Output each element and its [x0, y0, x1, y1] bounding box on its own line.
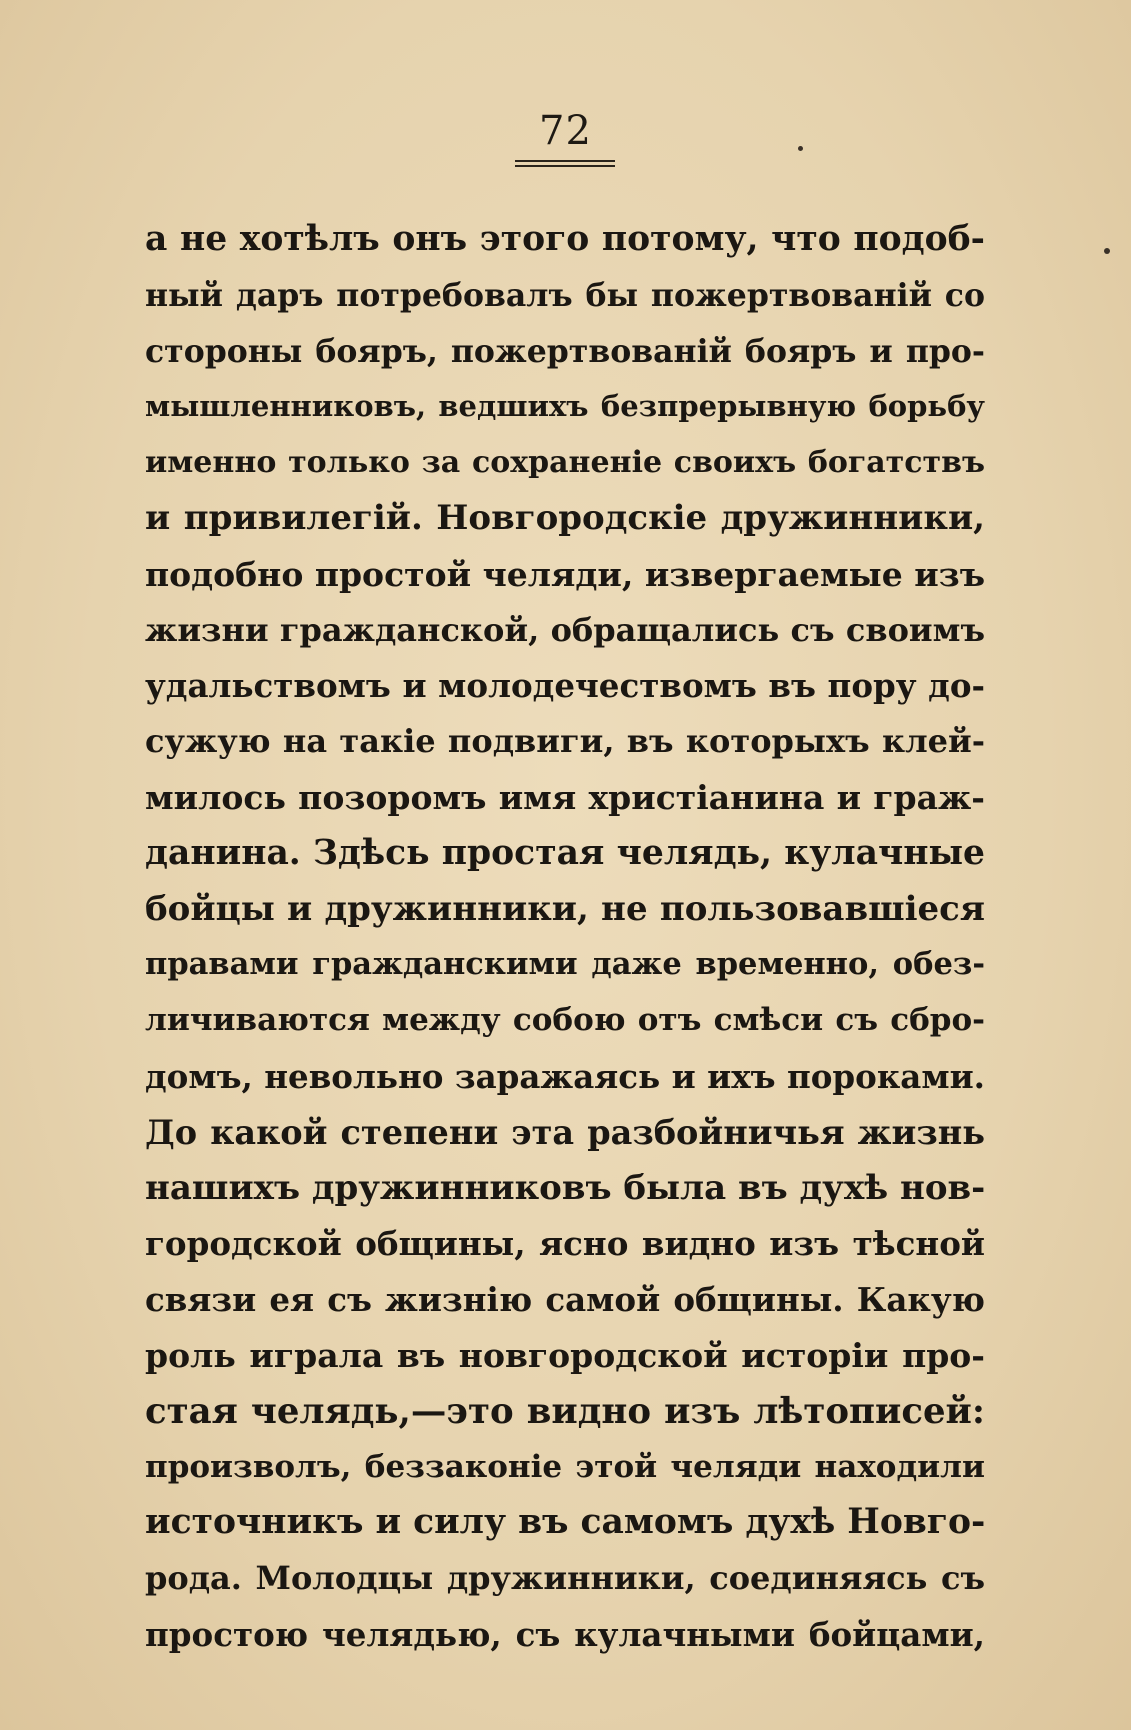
text-line: удальствомъ и молодечествомъ въ пору до-	[145, 666, 985, 706]
text-line: милось позоромъ имя христіанина и граж-	[145, 777, 985, 817]
page-number: 72	[539, 108, 592, 154]
print-speck	[798, 146, 803, 151]
text-line: рода. Молодцы дружинники, соединяясь съ	[145, 1559, 985, 1598]
text-line: а не хотѣлъ онъ этого потому, что подоб-	[145, 219, 985, 259]
text-line: сужую на такіе подвиги, въ которыхъ клей-	[145, 722, 985, 761]
text-line: произволъ, беззаконіе этой челяди находили	[145, 1448, 985, 1485]
text-line: городской общины, ясно видно изъ тѣсной	[145, 1224, 985, 1264]
text-line: ный даръ потребовалъ бы пожертвованій со	[145, 276, 985, 314]
text-line: подобно простой челяди, извергаемые изъ	[145, 554, 985, 594]
text-line: именно только за сохраненіе своихъ богатствъ	[145, 445, 985, 481]
text-line: простою челядью, съ кулачными бойцами,	[145, 1614, 985, 1654]
text-line: данина. Здѣсь простая челядь, кулачные	[145, 832, 985, 873]
text-line: бойцы и дружинники, не пользовавшіеся	[145, 888, 985, 929]
text-line: домъ, невольно заражаясь и ихъ пороками.	[145, 1056, 985, 1096]
text-line: связи ея съ жизнію самой общины. Какую	[145, 1280, 985, 1320]
text-line: правами гражданскими даже временно, обез-	[145, 946, 985, 983]
text-line: личиваются между собою отъ смѣси съ сбро-	[145, 1002, 985, 1039]
text-line: мышленниковъ, ведшихъ безпрерывную борьбу	[145, 389, 985, 424]
print-speck	[1104, 248, 1110, 254]
text-line: роль играла въ новгородской исторіи про-	[145, 1335, 985, 1375]
text-line: нашихъ дружинниковъ была въ духѣ нов-	[145, 1167, 985, 1208]
text-line: и привилегій. Новгородскіе дружинники,	[145, 497, 985, 538]
text-line: стая челядь,—это видно изъ лѣтописей:	[145, 1390, 985, 1432]
text-line: До какой степени эта разбойничья жизнь	[145, 1112, 985, 1152]
body-text	[145, 212, 985, 1663]
text-line: источникъ и силу въ самомъ духѣ Новго-	[145, 1502, 985, 1543]
text-line: стороны бояръ, пожертвованій бояръ и про-	[145, 332, 985, 370]
text-line: жизни гражданской, обращались съ своимъ	[145, 610, 985, 649]
double-rule-divider	[515, 160, 615, 167]
